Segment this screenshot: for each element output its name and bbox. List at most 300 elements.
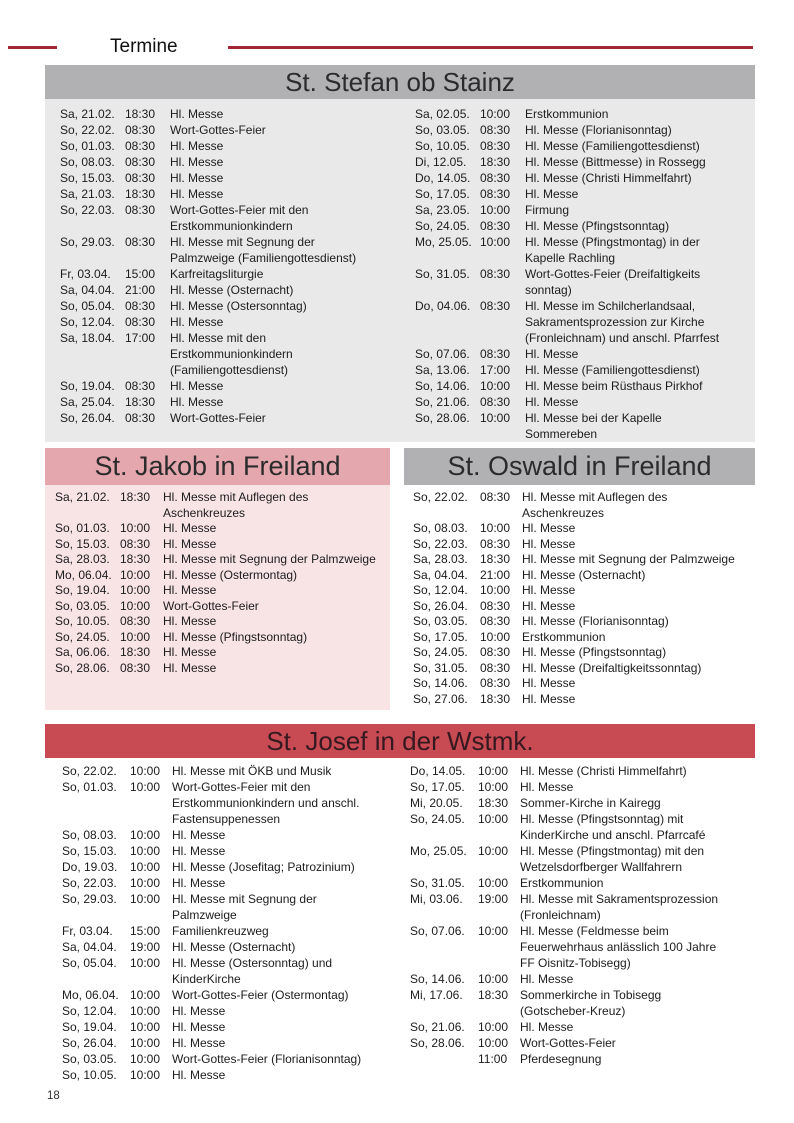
event-time: 08:30 [480,171,511,185]
event-row [415,234,755,266]
event-row [415,410,755,442]
event-time: 10:00 [478,924,509,938]
event-date: So, 14.06. [413,676,468,690]
event-description: Hl. Messe (Bittmesse) in Rossegg [525,155,706,169]
event-time: 18:30 [120,490,151,504]
event-description: Hl. Messe [520,972,574,986]
event-time: 18:30 [478,796,509,810]
event-date: So, 21.06. [415,395,470,409]
event-date: So, 03.05. [62,1052,117,1066]
event-time: 08:30 [125,139,156,153]
event-time: 10:00 [130,876,161,890]
event-description: Hl. Messe [170,139,224,153]
event-date: So, 05.04. [62,956,117,970]
event-description: Hl. Messe [170,155,224,169]
event-description: Hl. Messe (Pfingstsonntag) mit KinderKirche und anschl. Pfarrcafé [520,812,706,842]
event-row [62,875,400,891]
event-time: 10:00 [478,780,509,794]
event-row [62,1003,400,1019]
event-date: So, 12.04. [60,315,115,329]
event-row [60,122,400,138]
event-row [413,676,755,692]
event-time: 10:00 [130,844,161,858]
event-time: 19:00 [130,940,161,954]
event-time: 10:00 [130,1052,161,1066]
event-time: 08:30 [125,299,156,313]
event-row [60,106,400,122]
event-row [415,346,755,362]
event-row [413,552,755,568]
event-time: 18:30 [125,107,156,121]
event-description: Wort-Gottes-Feier [170,123,266,137]
event-time: 10:00 [480,107,511,121]
section-st-stefan [45,65,755,442]
event-row [410,971,755,987]
event-description: Hl. Messe [522,536,576,551]
event-date: So, 14.06. [410,972,465,986]
event-description: Hl. Messe (Christi Himmelfahrt) [525,171,692,185]
event-description: Hl. Messe (Ostersonntag) und KinderKirche [172,956,333,986]
event-time: 21:00 [125,283,156,297]
event-description: Hl. Messe [170,315,224,329]
event-row [410,1035,755,1051]
event-time: 08:30 [125,235,156,249]
event-time: 11:00 [478,1052,508,1066]
event-date: So, 31.05. [410,876,465,890]
event-description: Hl. Messe [172,828,226,842]
event-date: Sa, 04.04. [62,940,117,954]
event-row [55,614,390,630]
event-time: 08:30 [480,536,511,551]
event-row [415,170,755,186]
event-description: Erstkommunion [525,107,609,121]
event-description: Hl. Messe mit Segnung der Palmzweige [163,552,376,566]
event-row [60,234,400,266]
event-date: So, 17.05. [413,629,468,644]
event-time: 10:00 [478,1036,509,1050]
event-date: Fr, 03.04. [62,924,113,938]
event-description: Hl. Messe [163,583,217,597]
event-row [55,537,390,553]
event-date: Do, 14.05. [415,171,471,185]
st-stefan-schedule [45,99,755,442]
event-date: So, 12.04. [413,583,468,597]
event-date: Sa, 02.05. [415,107,470,121]
event-row [60,170,400,186]
event-row [413,583,755,599]
event-row [60,186,400,202]
event-time: 21:00 [480,567,511,582]
event-time: 08:30 [120,660,151,675]
event-date: So, 28.06. [415,411,470,425]
event-description: Hl. Messe (Pfingstsonntag) [522,645,667,659]
event-date: Mi, 17.06. [410,988,463,1002]
event-description: Hl. Messe [522,598,576,613]
event-description: Hl. Messe [520,1020,574,1034]
event-description: Hl. Messe (Osternacht) [170,283,294,297]
event-description: Hl. Messe (Familiengottesdienst) [525,139,700,153]
event-description: Hl. Messe mit Auflegen des Aschenkreuzes [522,490,668,520]
event-date: So, 10.05. [62,1068,117,1082]
st-stefan-events-column-2 [400,106,755,442]
event-time: 08:30 [480,676,511,690]
event-time: 08:30 [125,315,156,329]
event-time: 10:00 [478,876,509,890]
event-time: 10:00 [480,411,511,425]
event-date: So, 22.03. [60,203,115,217]
event-time: 08:30 [480,660,511,675]
event-description: Wort-Gottes-Feier [170,411,266,425]
event-description: Hl. Messe [170,395,224,409]
event-time: 10:00 [130,1020,161,1034]
event-row [415,378,755,394]
event-description: Hl. Messe [172,1020,226,1034]
event-row [55,583,390,599]
event-description: Hl. Messe [170,379,224,393]
event-description: Hl. Messe mit Segnung der Palmzweige (Familiengottesdienst) [170,235,357,265]
event-description: Wort-Gottes-Feier (Florianisonntag) [172,1052,362,1066]
event-date: So, 10.05. [415,139,470,153]
event-row [55,645,390,661]
event-description: Hl. Messe (Pfingstsonntag) [525,219,670,233]
event-row [410,923,755,971]
event-date: So, 28.06. [55,660,110,675]
event-time: 10:00 [130,1036,161,1050]
event-date: So, 05.04. [60,299,115,313]
event-description: Hl. Messe [525,347,579,361]
event-date: So, 29.03. [60,235,115,249]
section-st-josef [45,724,755,1083]
event-description: Hl. Messe [163,645,217,659]
event-row [415,106,755,122]
event-date: So, 17.05. [410,780,465,794]
event-row [60,378,400,394]
event-date: So, 03.05. [55,598,110,613]
event-description: Hl. Messe (Feldmesse beim Feuerwehrhaus anlässlich 100 Jahre FF Oisnitz-Tobisegg) [520,924,717,970]
event-row [410,1019,755,1035]
event-date: Mo, 06.04. [55,567,112,582]
event-time: 08:30 [125,123,156,137]
event-row [62,939,400,955]
event-time: 10:00 [120,583,151,597]
event-time: 08:30 [480,490,511,504]
event-row [415,202,755,218]
event-row [415,154,755,170]
event-date: So, 21.06. [410,1020,465,1034]
event-row [60,314,400,330]
event-row [62,891,400,923]
event-date: So, 27.06. [413,691,468,706]
event-date: Sa, 04.04. [60,283,115,297]
event-time: 08:30 [125,171,156,185]
event-row [415,298,755,346]
event-date: So, 01.03. [55,521,110,535]
event-date: So, 31.05. [415,267,470,281]
event-description: Hl. Messe [520,780,574,794]
event-row [410,795,755,811]
event-description: Hl. Messe (Florianisonntag) [525,123,672,137]
event-description: Hl. Messe [163,614,217,628]
event-description: Hl. Messe (Pfingstsonntag) [163,629,308,644]
event-description: Hl. Messe mit Segnung der Palmzweige [522,552,735,566]
event-row [410,763,755,779]
event-date: Do, 04.06. [415,299,471,313]
page-header [8,36,753,58]
event-row [415,362,755,378]
event-date: So, 08.03. [413,521,468,535]
event-date: So, 12.04. [62,1004,117,1018]
event-time: 08:30 [120,536,151,551]
event-time: 08:30 [120,614,151,628]
event-time: 10:00 [130,956,161,970]
section-title-st-jakob: St. Jakob in Freiland [45,448,390,485]
event-time: 18:30 [478,988,509,1002]
event-date: So, 22.02. [60,123,115,137]
event-row [55,661,390,677]
event-date: So, 22.03. [413,536,468,551]
event-date: Sa, 21.02. [60,107,115,121]
decorative-rule-right [228,46,753,49]
section-st-jakob [45,448,390,710]
event-description: Hl. Messe (Osternacht) [522,567,646,582]
event-description: Hl. Messe (Pfingstmontag) in der Kapelle Rachling [525,235,700,265]
event-time: 18:30 [480,691,511,706]
event-time: 10:00 [120,629,151,644]
event-time: 10:00 [478,764,509,778]
event-row [60,298,400,314]
event-time: 17:00 [480,363,511,377]
event-description: Hl. Messe mit Auflegen des Aschenkreuzes [163,490,309,520]
event-time: 10:00 [478,972,509,986]
event-time: 10:00 [130,764,161,778]
event-description: Hl. Messe (Familiengottesdienst) [525,363,700,377]
event-description: Hl. Messe (Christi Himmelfahrt) [520,764,687,778]
event-description: Wort-Gottes-Feier mit den Erstkommunionkindern und anschl. Fastensuppenessen [172,780,360,826]
section-title-st-josef: St. Josef in der Wstmk. [45,724,755,758]
st-josef-events-column-2 [400,763,755,1083]
event-row [62,779,400,827]
event-date: So, 01.03. [60,139,115,153]
event-row [62,1035,400,1051]
event-description: Hl. Messe [172,1004,226,1018]
event-date: Sa, 28.03. [413,552,468,566]
event-time: 10:00 [130,1068,161,1082]
event-date: So, 28.06. [410,1036,465,1050]
event-row [415,394,755,410]
event-description: Hl. Messe mit Sakramentsprozession (Fronleichnam) [520,892,719,922]
event-row [413,568,755,584]
event-row [60,138,400,154]
event-date: So, 08.03. [60,155,115,169]
event-description: Pferdesegnung [520,1052,602,1066]
event-time: 18:30 [125,395,156,409]
event-time: 18:30 [120,552,151,566]
event-row [62,1019,400,1035]
event-row [413,645,755,661]
event-description: Hl. Messe mit den Erstkommunionkindern (Familiengottesdienst) [170,331,293,377]
event-date: So, 15.03. [55,536,110,551]
event-date: Sa, 21.03. [60,187,115,201]
event-description: Hl. Messe mit Segnung der Palmzweige [172,892,317,922]
event-row [415,266,755,298]
event-time: 10:00 [120,521,151,535]
event-description: Hl. Messe im Schilcherlandsaal, Sakramentsprozession zur Kirche (Fronleichnam) und anschl. Pfarrfest [525,299,720,345]
event-date: So, 15.03. [60,171,115,185]
event-row [413,692,755,708]
event-time: 08:30 [480,219,511,233]
event-description: Hl. Messe [170,187,224,201]
event-row [55,521,390,537]
event-row [60,282,400,298]
event-date: Sa, 21.02. [55,490,110,504]
event-description: Hl. Messe [525,187,579,201]
event-time: 10:00 [478,812,509,826]
event-time: 10:00 [130,988,161,1002]
event-time: 08:30 [480,267,511,281]
event-date: Sa, 23.05. [415,203,470,217]
event-row [62,827,400,843]
event-description: Hl. Messe (Josefitag; Patrozinium) [172,860,355,874]
event-time: 08:30 [480,139,511,153]
event-description: Hl. Messe [163,660,217,675]
event-time: 10:00 [478,844,509,858]
event-row [410,987,755,1019]
event-description: Erstkommunion [522,629,606,644]
event-description: Hl. Messe (Pfingstmontag) mit den Wetzelsdorfberger Wallfahrern [520,844,705,874]
event-time: 10:00 [480,629,511,644]
event-time: 08:30 [125,411,156,425]
event-row [62,843,400,859]
event-date: So, 26.04. [413,598,468,613]
event-description: Sommer-Kirche in Kairegg [520,796,661,810]
event-date: Di, 12.05. [415,155,467,169]
event-time: 10:00 [480,521,511,535]
event-row [413,661,755,677]
event-date: Mi, 20.05. [410,796,463,810]
event-row [60,202,400,234]
event-time: 08:30 [480,299,511,313]
event-date: Sa, 18.04. [60,331,115,345]
event-row [60,266,400,282]
event-date: So, 17.05. [415,187,470,201]
freiland-sections-row [45,448,755,710]
event-date: So, 26.04. [60,411,115,425]
event-date: So, 14.06. [415,379,470,393]
event-date: So, 26.04. [62,1036,117,1050]
event-row [62,859,400,875]
event-row [410,875,755,891]
event-time: 18:30 [125,187,156,201]
event-row [410,891,755,923]
event-date: So, 24.05. [410,812,465,826]
event-time: 08:30 [480,123,511,137]
event-row [410,1051,755,1067]
event-time: 08:30 [480,614,511,628]
event-row [413,521,755,537]
event-time: 10:00 [130,1004,161,1018]
event-date: Fr, 03.04. [60,267,111,281]
event-row [415,122,755,138]
event-date: So, 01.03. [62,780,117,794]
event-description: Wort-Gottes-Feier [520,1036,616,1050]
event-row [410,779,755,795]
event-row [415,218,755,234]
event-time: 08:30 [480,187,511,201]
event-date: Sa, 28.03. [55,552,110,566]
event-date: Do, 19.03. [62,860,118,874]
event-description: Hl. Messe mit ÖKB und Musik [172,764,332,778]
event-row [62,955,400,987]
event-time: 08:30 [125,379,156,393]
event-date: Mi, 03.06. [410,892,463,906]
event-date: Mo, 25.05. [410,844,467,858]
event-row [410,843,755,875]
event-date: Sa, 06.06. [55,645,110,659]
page-number: 18 [47,1090,60,1102]
event-time: 10:00 [480,235,511,249]
event-row [60,410,400,426]
st-oswald-events [404,485,755,710]
event-time: 08:30 [125,203,156,217]
event-row [62,1051,400,1067]
event-description: Firmung [525,203,570,217]
event-description: Sommerkirche in Tobisegg (Gotscheber-Kreuz) [520,988,662,1018]
event-date: Mo, 06.04. [62,988,119,1002]
event-date: Mo, 25.05. [415,235,472,249]
event-date: Sa, 25.04. [60,395,115,409]
event-row [60,154,400,170]
st-stefan-events-column-1 [45,106,400,442]
event-time: 10:00 [130,892,161,906]
event-description: Hl. Messe [172,1036,226,1050]
event-date: So, 29.03. [62,892,117,906]
event-row [62,923,400,939]
event-date: Sa, 04.04. [413,567,468,582]
event-time: 08:30 [480,598,511,613]
event-time: 10:00 [480,203,511,217]
event-row [55,599,390,615]
event-row [62,1067,400,1083]
event-description: Hl. Messe bei der Kapelle Sommereben [525,411,662,441]
event-description: Familienkreuzweg [172,924,269,938]
event-time: 10:00 [480,379,511,393]
event-description: Hl. Messe (Florianisonntag) [522,614,669,628]
event-time: 17:00 [125,331,156,345]
event-description: Karfreitagsliturgie [170,267,264,281]
section-title-st-stefan: St. Stefan ob Stainz [45,65,755,99]
event-description: Hl. Messe [522,521,576,535]
event-time: 10:00 [120,598,151,613]
event-date [410,1051,478,1067]
section-st-oswald [404,448,755,710]
event-row [413,630,755,646]
event-date: So, 31.05. [413,660,468,675]
event-row [55,630,390,646]
event-description: Wort-Gottes-Feier (Dreifaltigkeits sonntag) [525,267,701,297]
event-row [60,394,400,410]
event-description: Hl. Messe [163,536,217,551]
event-time: 10:00 [480,583,511,597]
event-row [413,490,755,521]
event-row [413,537,755,553]
event-description: Hl. Messe [522,691,576,706]
event-description: Hl. Messe (Ostermontag) [163,567,298,582]
event-date: Do, 14.05. [410,764,466,778]
event-date: So, 22.02. [413,490,468,504]
event-time: 08:30 [480,395,511,409]
event-row [415,186,755,202]
event-time: 19:00 [478,892,509,906]
